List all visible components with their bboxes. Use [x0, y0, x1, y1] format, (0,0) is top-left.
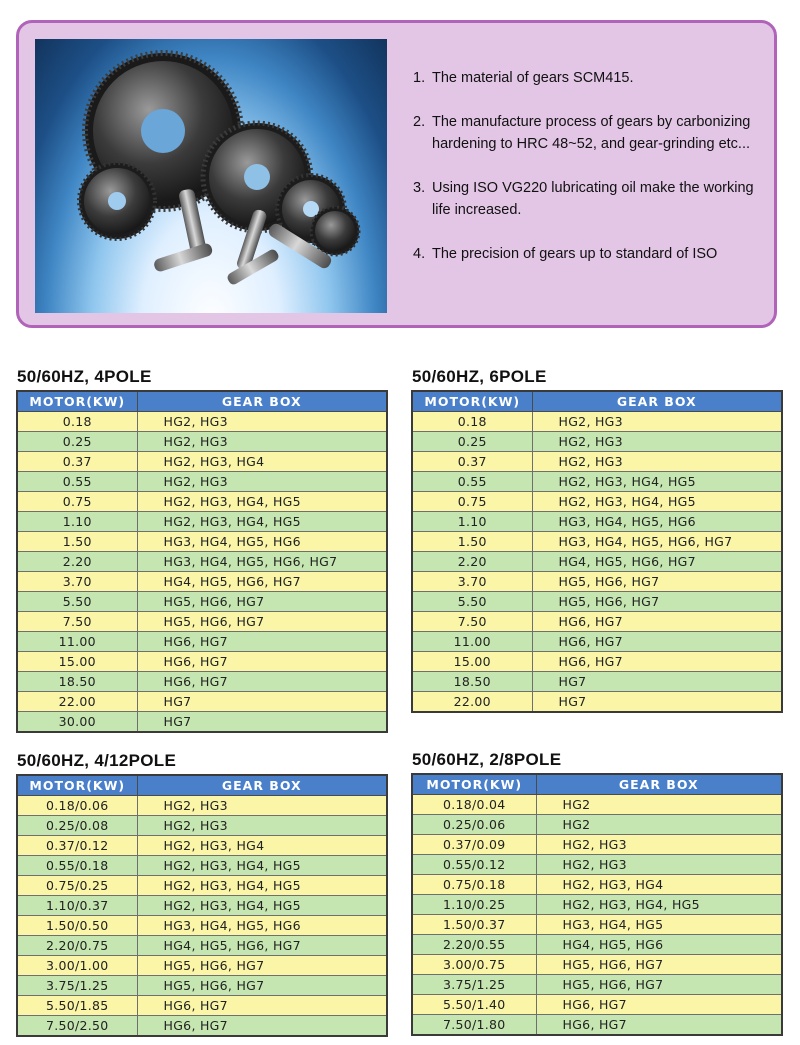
table-row [412, 492, 782, 512]
spec-table-6pole [411, 390, 783, 713]
table-row [17, 816, 387, 836]
table-header-row [412, 774, 782, 795]
table-row [412, 552, 782, 572]
gearbox-cell: HG4, HG5, HG6 [536, 935, 782, 955]
motor-kw-cell: 1.50 [17, 532, 137, 552]
gearbox-cell: HG5, HG6, HG7 [137, 592, 387, 612]
motor-kw-cell: 0.25/0.06 [412, 815, 536, 835]
note-text: The precision of gears up to standard of ISO [432, 246, 718, 262]
motor-kw-cell: 1.50/0.50 [17, 916, 137, 936]
table-row [17, 432, 387, 452]
motor-column-header: MOTOR(KW) [17, 775, 137, 796]
note-number: 2. [413, 114, 426, 130]
gearbox-cell: HG6, HG7 [532, 612, 782, 632]
gearbox-cell: HG2, HG3 [532, 452, 782, 472]
gearbox-cell: HG6, HG7 [532, 632, 782, 652]
gearbox-cell: HG2 [536, 815, 782, 835]
table-row [17, 856, 387, 876]
table-row [17, 532, 387, 552]
motor-kw-cell: 7.50 [412, 612, 532, 632]
table-row [412, 835, 782, 855]
table-row [17, 836, 387, 856]
motor-kw-cell: 15.00 [17, 652, 137, 672]
table-row [412, 452, 782, 472]
motor-kw-cell: 1.10/0.37 [17, 896, 137, 916]
gearbox-cell: HG2, HG3 [137, 472, 387, 492]
table-row [412, 412, 782, 432]
gearbox-cell: HG2, HG3, HG4 [137, 836, 387, 856]
gearbox-cell: HG7 [532, 692, 782, 713]
gearbox-cell: HG5, HG6, HG7 [532, 592, 782, 612]
table-row [17, 976, 387, 996]
gearbox-cell: HG2, HG3 [137, 796, 387, 816]
motor-kw-cell: 5.50/1.40 [412, 995, 536, 1015]
gearbox-cell: HG2, HG3 [536, 855, 782, 875]
table-title-2-8pole: 50/60HZ, 2/8POLE [412, 750, 562, 769]
spec-table-4-12pole [16, 774, 388, 1037]
motor-column-header: MOTOR(KW) [412, 391, 532, 412]
note-text: Using ISO VG220 lubricating oil make the working life increased. [432, 180, 754, 218]
motor-kw-cell: 2.20/0.75 [17, 936, 137, 956]
motor-kw-cell: 1.10 [17, 512, 137, 532]
note-item [413, 243, 763, 265]
table-row [17, 552, 387, 572]
motor-kw-cell: 3.70 [17, 572, 137, 592]
table-header-row [17, 775, 387, 796]
gearbox-cell: HG6, HG7 [137, 632, 387, 652]
table-row [412, 532, 782, 552]
gearbox-cell: HG2, HG3 [536, 835, 782, 855]
table-row [412, 895, 782, 915]
table-row [17, 412, 387, 432]
gearbox-cell: HG7 [532, 672, 782, 692]
gearbox-cell: HG5, HG6, HG7 [532, 572, 782, 592]
motor-kw-cell: 0.18/0.04 [412, 795, 536, 815]
gearbox-cell: HG7 [137, 712, 387, 733]
motor-kw-cell: 0.37 [412, 452, 532, 472]
note-number: 1. [413, 70, 426, 86]
motor-kw-cell: 3.70 [412, 572, 532, 592]
gearbox-cell: HG2 [536, 795, 782, 815]
motor-kw-cell: 11.00 [17, 632, 137, 652]
gearbox-cell: HG3, HG4, HG5, HG6 [532, 512, 782, 532]
motor-kw-cell: 0.25/0.08 [17, 816, 137, 836]
gearbox-cell: HG2, HG3, HG4 [536, 875, 782, 895]
table-title-4pole: 50/60HZ, 4POLE [17, 367, 152, 386]
table-row [412, 915, 782, 935]
gearbox-cell: HG3, HG4, HG5 [536, 915, 782, 935]
motor-kw-cell: 0.75/0.18 [412, 875, 536, 895]
spec-table-4pole [16, 390, 388, 733]
motor-kw-cell: 0.18 [412, 412, 532, 432]
table-row [17, 1016, 387, 1037]
table-row [17, 896, 387, 916]
gearbox-cell: HG4, HG5, HG6, HG7 [532, 552, 782, 572]
motor-kw-cell: 0.75 [412, 492, 532, 512]
gears-illustration [35, 39, 387, 313]
spec-table-2-8pole [411, 773, 783, 1036]
gearbox-cell: HG2, HG3, HG4, HG5 [137, 876, 387, 896]
motor-kw-cell: 5.50 [17, 592, 137, 612]
motor-kw-cell: 0.55 [412, 472, 532, 492]
gears-photo [35, 39, 387, 313]
gearbox-cell: HG2, HG3, HG4 [137, 452, 387, 472]
table-row [412, 672, 782, 692]
gearbox-cell: HG5, HG6, HG7 [137, 976, 387, 996]
gearbox-cell: HG2, HG3 [532, 432, 782, 452]
table-title-4-12pole: 50/60HZ, 4/12POLE [17, 751, 177, 770]
table-row [17, 672, 387, 692]
gearbox-column-header: GEAR BOX [137, 391, 387, 412]
motor-kw-cell: 2.20 [412, 552, 532, 572]
gearbox-cell: HG2, HG3, HG4, HG5 [137, 896, 387, 916]
table-row [412, 632, 782, 652]
table-row [17, 632, 387, 652]
motor-kw-cell: 3.75/1.25 [17, 976, 137, 996]
gearbox-cell: HG2, HG3 [137, 816, 387, 836]
gearbox-cell: HG5, HG6, HG7 [536, 955, 782, 975]
motor-kw-cell: 5.50/1.85 [17, 996, 137, 1016]
table-row [17, 712, 387, 733]
motor-kw-cell: 0.75 [17, 492, 137, 512]
motor-kw-cell: 1.10 [412, 512, 532, 532]
motor-kw-cell: 1.50/0.37 [412, 915, 536, 935]
gearbox-cell: HG6, HG7 [536, 995, 782, 1015]
gearbox-column-header: GEAR BOX [536, 774, 782, 795]
gearbox-cell: HG2, HG3, HG4, HG5 [536, 895, 782, 915]
table-row [17, 692, 387, 712]
gearbox-cell: HG3, HG4, HG5, HG6, HG7 [137, 552, 387, 572]
motor-column-header: MOTOR(KW) [17, 391, 137, 412]
motor-kw-cell: 2.20/0.55 [412, 935, 536, 955]
motor-kw-cell: 22.00 [17, 692, 137, 712]
table-row [412, 432, 782, 452]
motor-kw-cell: 3.00/1.00 [17, 956, 137, 976]
motor-kw-cell: 0.25 [412, 432, 532, 452]
gearbox-cell: HG2, HG3, HG4, HG5 [532, 472, 782, 492]
gearbox-cell: HG6, HG7 [137, 652, 387, 672]
motor-kw-cell: 0.55/0.12 [412, 855, 536, 875]
table-row [412, 472, 782, 492]
motor-kw-cell: 30.00 [17, 712, 137, 733]
motor-column-header: MOTOR(KW) [412, 774, 536, 795]
table-row [412, 855, 782, 875]
table-row [412, 572, 782, 592]
gearbox-cell: HG6, HG7 [137, 672, 387, 692]
table-row [412, 995, 782, 1015]
table-row [412, 955, 782, 975]
gearbox-cell: HG4, HG5, HG6, HG7 [137, 572, 387, 592]
note-item [413, 67, 763, 89]
gearbox-cell: HG5, HG6, HG7 [536, 975, 782, 995]
gearbox-cell: HG6, HG7 [536, 1015, 782, 1036]
table-title-6pole: 50/60HZ, 6POLE [412, 367, 547, 386]
gearbox-cell: HG3, HG4, HG5, HG6, HG7 [532, 532, 782, 552]
table-row [412, 612, 782, 632]
table-header-row [412, 391, 782, 412]
table-row [17, 492, 387, 512]
table-header-row [17, 391, 387, 412]
gearbox-cell: HG3, HG4, HG5, HG6 [137, 916, 387, 936]
table-row [412, 875, 782, 895]
table-row [17, 796, 387, 816]
info-box [16, 20, 777, 328]
gearbox-cell: HG6, HG7 [137, 996, 387, 1016]
table-row [412, 815, 782, 835]
note-item [413, 111, 763, 155]
motor-kw-cell: 3.75/1.25 [412, 975, 536, 995]
gearbox-cell: HG5, HG6, HG7 [137, 612, 387, 632]
table-row [17, 572, 387, 592]
motor-kw-cell: 7.50/1.80 [412, 1015, 536, 1036]
motor-kw-cell: 11.00 [412, 632, 532, 652]
table-row [17, 956, 387, 976]
motor-kw-cell: 2.20 [17, 552, 137, 572]
motor-kw-cell: 0.37 [17, 452, 137, 472]
motor-kw-cell: 1.10/0.25 [412, 895, 536, 915]
motor-kw-cell: 3.00/0.75 [412, 955, 536, 975]
motor-kw-cell: 15.00 [412, 652, 532, 672]
motor-kw-cell: 5.50 [412, 592, 532, 612]
gearbox-cell: HG2, HG3 [137, 412, 387, 432]
gearbox-cell: HG5, HG6, HG7 [137, 956, 387, 976]
note-number: 3. [413, 180, 426, 196]
gearbox-cell: HG2, HG3, HG4, HG5 [137, 856, 387, 876]
gearbox-column-header: GEAR BOX [137, 775, 387, 796]
gearbox-cell: HG3, HG4, HG5, HG6 [137, 532, 387, 552]
table-row [17, 592, 387, 612]
gearbox-cell: HG7 [137, 692, 387, 712]
feature-notes [413, 67, 763, 287]
table-row [412, 692, 782, 713]
motor-kw-cell: 1.50 [412, 532, 532, 552]
motor-kw-cell: 0.55/0.18 [17, 856, 137, 876]
gearbox-cell: HG2, HG3, HG4, HG5 [532, 492, 782, 512]
gearbox-column-header: GEAR BOX [532, 391, 782, 412]
table-row [412, 1015, 782, 1036]
table-row [17, 876, 387, 896]
table-row [17, 472, 387, 492]
motor-kw-cell: 7.50 [17, 612, 137, 632]
note-text: The material of gears SCM415. [432, 70, 634, 86]
note-item [413, 177, 763, 221]
table-row [412, 512, 782, 532]
table-row [412, 795, 782, 815]
motor-kw-cell: 0.75/0.25 [17, 876, 137, 896]
table-row [17, 936, 387, 956]
motor-kw-cell: 18.50 [412, 672, 532, 692]
table-row [17, 452, 387, 472]
motor-kw-cell: 22.00 [412, 692, 532, 713]
table-row [412, 652, 782, 672]
table-row [17, 612, 387, 632]
gearbox-cell: HG2, HG3 [532, 412, 782, 432]
table-row [412, 975, 782, 995]
motor-kw-cell: 0.18 [17, 412, 137, 432]
gearbox-cell: HG6, HG7 [137, 1016, 387, 1037]
gearbox-cell: HG2, HG3 [137, 432, 387, 452]
motor-kw-cell: 0.25 [17, 432, 137, 452]
gearbox-cell: HG4, HG5, HG6, HG7 [137, 936, 387, 956]
table-row [412, 592, 782, 612]
table-row [17, 996, 387, 1016]
table-row [412, 935, 782, 955]
table-row [17, 652, 387, 672]
motor-kw-cell: 7.50/2.50 [17, 1016, 137, 1037]
motor-kw-cell: 18.50 [17, 672, 137, 692]
gearbox-cell: HG6, HG7 [532, 652, 782, 672]
note-number: 4. [413, 246, 426, 262]
gearbox-cell: HG2, HG3, HG4, HG5 [137, 512, 387, 532]
motor-kw-cell: 0.55 [17, 472, 137, 492]
note-text: The manufacture process of gears by carbonizing hardening to HRC 48~52, and gear-grinding etc... [432, 114, 751, 152]
table-row [17, 916, 387, 936]
motor-kw-cell: 0.37/0.09 [412, 835, 536, 855]
motor-kw-cell: 0.18/0.06 [17, 796, 137, 816]
motor-kw-cell: 0.37/0.12 [17, 836, 137, 856]
gearbox-cell: HG2, HG3, HG4, HG5 [137, 492, 387, 512]
table-row [17, 512, 387, 532]
